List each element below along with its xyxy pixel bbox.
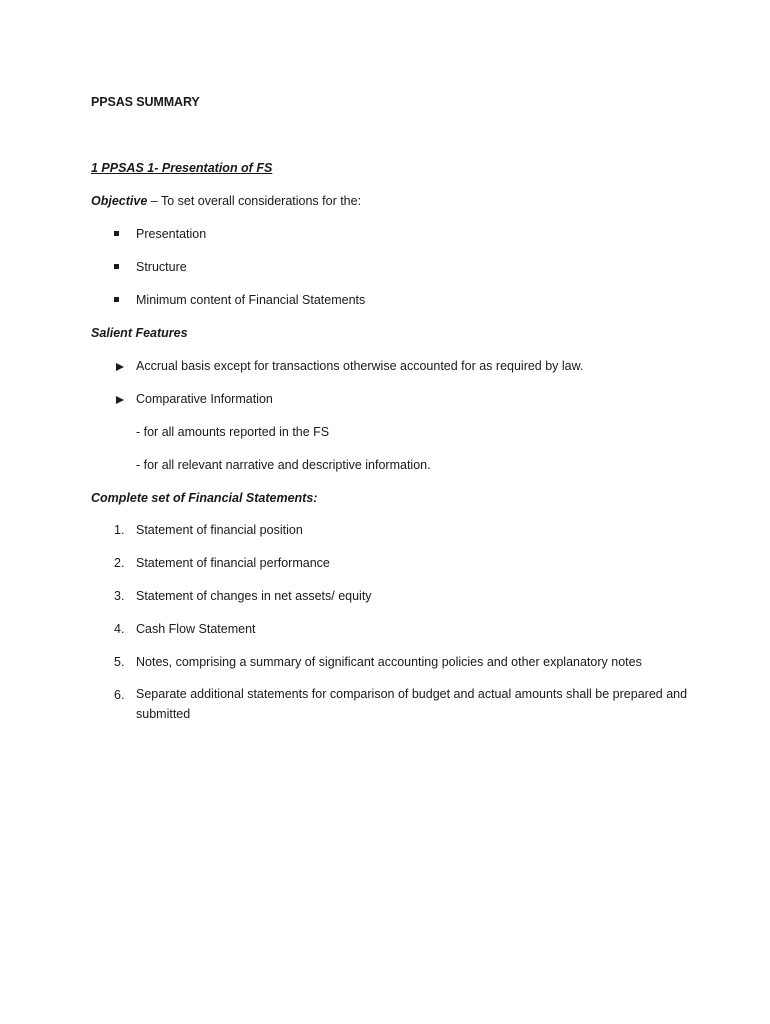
salient-features-heading: Salient Features [91, 326, 188, 340]
complete-set-heading: Complete set of Financial Statements: [91, 491, 318, 505]
salient-feature-item: Accrual basis except for transactions otherwise accounted for as required by law. [136, 359, 584, 373]
section-heading: 1 PPSAS 1- Presentation of FS [91, 161, 273, 175]
triangle-bullet-icon [116, 363, 124, 371]
statement-item: Statement of financial performance [136, 556, 330, 570]
square-bullet-icon [114, 264, 119, 269]
list-number: 1. [114, 523, 125, 537]
statement-item: Statement of financial position [136, 523, 303, 537]
objective-item: Presentation [136, 227, 207, 241]
list-number: 5. [114, 655, 125, 669]
objective-text: – To set overall considerations for the: [147, 194, 362, 208]
objective-item: Structure [136, 260, 187, 274]
statement-item: Notes, comprising a summary of significant accounting policies and other explanatory notes [136, 655, 642, 669]
statement-item: Separate additional statements for comparison of budget and actual amounts shall be prepared and submitted [136, 687, 688, 721]
salient-feature-item: Comparative Information [136, 392, 273, 406]
statement-item: Cash Flow Statement [136, 622, 256, 636]
salient-sub-item: - for all amounts reported in the FS [136, 425, 330, 439]
triangle-bullet-icon [116, 396, 124, 404]
objective-item: Minimum content of Financial Statements [136, 293, 366, 307]
objective-line [91, 194, 361, 208]
salient-sub-item: - for all relevant narrative and descriptive information. [136, 458, 431, 472]
objective-label: Objective [91, 194, 148, 208]
list-number: 2. [114, 556, 125, 570]
square-bullet-icon [114, 231, 119, 236]
statement-item: Statement of changes in net assets/ equity [136, 589, 372, 603]
list-number: 3. [114, 589, 125, 603]
square-bullet-icon [114, 297, 119, 302]
list-number: 6. [114, 688, 125, 702]
list-number: 4. [114, 622, 125, 636]
document-title: PPSAS SUMMARY [91, 95, 200, 109]
